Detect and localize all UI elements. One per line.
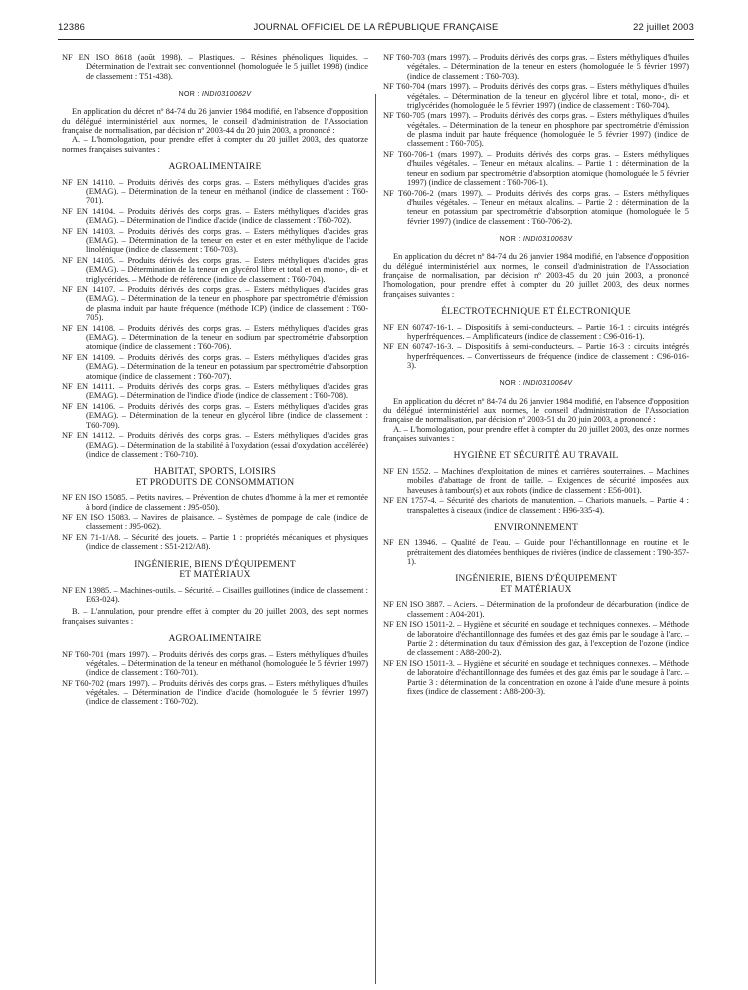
agro-annul-list (62, 650, 368, 707)
standard-entry: NF EN 13946. – Qualité de l'eau. – Guide pour l'échantillonnage en routine et le prétraitement des diatomées benthiques de rivières (indice de classement : T90-357-1). (383, 538, 689, 567)
section-title-line: INGÉNIERIE, BIENS D'ÉQUIPEMENT (455, 574, 617, 585)
header-rule (58, 39, 694, 40)
section-title-line: ET MATÉRIAUX (500, 584, 572, 595)
nor-code: INDI0310062V (201, 91, 252, 99)
nor-label: NOR : (499, 235, 523, 243)
nor-reference (62, 90, 368, 99)
hygiene-list (383, 467, 689, 515)
annul-list (383, 53, 689, 226)
nor-reference (383, 379, 689, 388)
standard-entry: NF EN 14112. – Produits dérivés des corps gras. – Esters méthyliques d'acides gras (EMAG). – Détermination de la stabilité à l'oxydation (essai d'oxydation accélérée) (indice de classement : T60-710). (62, 431, 368, 459)
standard-entry: NF EN 14106. – Produits dérivés des corps gras. – Esters méthyliques d'acides gras (EMAG). – Détermination de la teneur en glycérol libre (indice de classement : T60-709). (62, 402, 368, 430)
standard-entry: NF EN 14108. – Produits dérivés des corps gras. – Esters méthyliques d'acides gras (EMAG). – Détermination de la teneur en sodium par spectrométrie d'absorption atomique (indice de classement : T60-706). (62, 323, 368, 352)
standard-entry: NF EN ISO 8618 (août 1998). – Plastiques. – Résines phénoliques liquides. – Détermination de l'extrait sec conventionnel (homologuée le 5 juillet 1998) (indice de classement : T51-438). (62, 53, 368, 81)
page-number: 12386 (58, 21, 86, 32)
homologation-paragraph: A. – L'homologation, pour prendre effet à compter du 20 juillet 2003, des quatorze normes françaises suivantes : (62, 135, 368, 154)
section-title: HYGIÈNE ET SÉCURITÉ AU TRAVAIL (453, 451, 619, 462)
decision-paragraph: En application du décret nº 84-74 du 26 janvier 1984 modifié, en l'absence d'opposition du délégué interministériel aux normes, le conseil d'administration de l'Association française de normalisation, par décision nº 2003-45 du 20 juin 2003, a prononcé l'homologation, pour prendre effet à compter du 20 juillet 2003, des deux normes françaises suivantes : (383, 252, 689, 299)
section-title-line: INGÉNIERIE, BIENS D'ÉQUIPEMENT (134, 559, 296, 570)
standard-entry: NF EN ISO 15011-2. – Hygiène et sécurité en soudage et techniques connexes. – Méthode de laboratoire d'échantillonnage des fumées et des gaz émis par le soudage à l'arc. – Partie 2 : détermination du taux d'émission des gaz, à l'exception de l'ozone (indice de classement : A88-200-2). (383, 620, 689, 658)
habitat-list (62, 493, 368, 551)
nor-reference (383, 235, 689, 244)
section-title: ÉLECTROTECHNIQUE ET ÉLECTRONIQUE (441, 307, 631, 317)
section-title-line: HABITAT, SPORTS, LOISIRS (153, 467, 277, 478)
nor-code: INDI0310064V (522, 380, 573, 388)
standard-entry: NF EN 14103. – Produits dérivés des corps gras. – Esters méthyliques d'acides gras (EMAG). – Détermination de la teneur en ester et en ester méthylique de l'acide linolénique (indice de classement : T60-703). (62, 226, 368, 255)
standard-entry: NF T60-706-2 (mars 1997). – Produits dérivés des corps gras. – Esters méthyliques d'huiles végétales. – Teneur en métaux alcalins. – Partie 2 : détermination de la teneur en potassium par spectrométrie d'absorption atomique (homologuée le 5 février 1997) (indice de classement : T60-706-2). (383, 188, 689, 226)
standard-entry: NF T60-704 (mars 1997). – Produits dérivés des corps gras. – Esters méthyliques d'huiles végétales. – Détermination de la teneur en glycérol libre et total, mono-, di- et triglycérides (homologuée le 5 février 1997) (indice de classement : T60-704). (383, 82, 689, 110)
section-title (383, 574, 689, 595)
issue-date: 22 juillet 2003 (633, 21, 694, 32)
section-title: ENVIRONNEMENT (494, 522, 578, 533)
standard-entry: NF EN 13985. – Machines-outils. – Sécurité. – Cisailles guillotines (indice de classement : E63-024). (62, 585, 368, 605)
annulation-paragraph: B. – L'annulation, pour prendre effet à compter du 20 juillet 2003, des sept normes françaises suivantes : (62, 607, 368, 626)
column-divider (375, 94, 376, 984)
standard-entry: NF EN 60747-16-1. – Dispositifs à semi-conducteurs. – Partie 16-1 : circuits intégrés hyperfréquences. – Amplificateurs (indice de classement : C96-016-1). (383, 322, 689, 341)
journal-title: JOURNAL OFFICIEL DE LA RÉPUBLIQUE FRANÇAISE (253, 21, 499, 32)
standard-entry: NF T60-702 (mars 1997). – Produits dérivés des corps gras. – Esters méthyliques d'huiles végétales. – Détermination de l'indice d'acide (homologuée le 5 février 1997) (indice de classement : T60-702). (62, 678, 368, 707)
section-title-line: ET MATÉRIAUX (179, 570, 251, 581)
nor-code: INDI0310063V (522, 235, 573, 243)
standard-entry: NF EN 14105. – Produits dérivés des corps gras. – Esters méthyliques d'acides gras (EMAG). – Détermination de la teneur en glycérol libre et total et en mono-, di- et triglycérides. – Méthode de référence (indice de classement : T60-704). (62, 255, 368, 284)
section-title: AGROALIMENTAIRE (168, 634, 262, 645)
standard-entry: NF EN 71-1/A8. – Sécurité des jouets. – Partie 1 : propriétés mécaniques et physiques (indice de classement : S51-212/A8). (62, 533, 368, 552)
agro-list (62, 178, 368, 460)
page-header (58, 21, 694, 37)
standard-entry: NF T60-703 (mars 1997). – Produits dérivés des corps gras. – Esters méthyliques d'huiles végétales. – Détermination de la teneur en esters (homologuée le 5 février 1997) (indice de classement : T60-703). (383, 53, 689, 81)
ingenierie2-list (383, 600, 689, 696)
ingenierie-list (62, 586, 368, 605)
standard-entry: NF EN 60747-16-3. – Dispositifs à semi-conducteurs. – Partie 16-3 : circuits intégrés hyperfréquences. – Convertisseurs de fréquence (indice de classement : C96-016-3). (383, 342, 689, 371)
nor-label: NOR : (178, 91, 202, 99)
standard-entry: NF T60-701 (mars 1997). – Produits dérivés des corps gras. – Esters méthyliques d'huiles végétales. – Détermination de la teneur en méthanol (homologuée le 5 février 1997) (indice de classement : T60-701). (62, 649, 368, 678)
standard-entry: NF EN ISO 3887. – Aciers. – Détermination de la profondeur de décarburation (indice de classement : A04-201). (383, 600, 689, 619)
section-title-line: ET PRODUITS DE CONSOMMATION (135, 477, 295, 488)
standard-entry: NF EN ISO 15085. – Petits navires. – Prévention de chutes d'homme à la mer et remontée à bord (indice de classement : J95-050). (62, 493, 368, 512)
standard-entry: NF EN 14110. – Produits dérivés des corps gras. – Esters méthyliques d'acides gras (EMAG). – Détermination de la teneur en méthanol (indice de classement : T60-701). (62, 177, 368, 206)
standard-entry: NF EN 14111. – Produits dérivés des corps gras. – Esters méthyliques d'acides gras (EMAG). – Détermination de l'indice d'iode (indice de classement : T60-708). (62, 382, 368, 401)
right-column (383, 53, 689, 697)
env-list (383, 538, 689, 566)
homologation-paragraph: A. – L'homologation, pour prendre effet à compter du 20 juillet 2003, des onze normes françaises suivantes : (383, 424, 689, 444)
standard-entry: NF T60-706-1 (mars 1997). – Produits dérivés des corps gras. – Esters méthyliques d'huiles végétales. – Teneur en métaux alcalins. – Partie 1 : détermination de la teneur en sodium par spectrométrie d'absorption atomique (homologuée le 5 février 1997) (indice de classement : T60-706-1). (383, 150, 689, 188)
electro-list (383, 323, 689, 371)
decision-paragraph: En application du décret nº 84-74 du 26 janvier 1984 modifié, en l'absence d'opposition du délégué interministériel aux normes, le conseil d'administration de l'Association française de normalisation, par décision nº 2003-44 du 20 juin 2003, a prononcé : (62, 107, 368, 136)
standard-entry: NF T60-705 (mars 1997). – Produits dérivés des corps gras. – Esters méthyliques d'huiles végétales. – Détermination de la teneur en phosphore par spectrométrie d'émission de plasma induit par haute fréquence (homologuée le 5 février 1997) (indice de classement : T60-705). (383, 111, 689, 149)
decision-paragraph: En application du décret nº 84-74 du 26 janvier 1984 modifié, en l'absence d'opposition du délégué interministériel aux normes, le conseil d'administration de l'Association française de normalisation, par décision nº 2003-51 du 20 juin 2003, a prononcé : (383, 396, 689, 425)
standard-entry: NF EN 1552. – Machines d'exploitation de mines et carrières souterraines. – Machines mobiles d'abattage de front de taille. – Exigences de sécurité imposées aux haveuses à tambour(s) et aux robots (indice de classement : E56-001). (383, 466, 689, 495)
standard-entry: NF EN ISO 15083. – Navires de plaisance. – Systèmes de pompage de cale (indice de classement : J95-062). (62, 513, 368, 532)
section-title (62, 467, 368, 488)
standard-entry: NF EN 14109. – Produits dérivés des corps gras. – Esters méthyliques d'acides gras (EMAG). – Détermination de la teneur en potassium par spectrométrie d'absorption atomique (indice de classement : T60-707). (62, 352, 368, 381)
standard-entry: NF EN 1757-4. – Sécurité des chariots de manutention. – Chariots manuels. – Partie 4 : transpalettes à ciseaux (indice de classement : H96-335-4). (383, 496, 689, 515)
section-title: AGROALIMENTAIRE (168, 162, 262, 173)
nor-label: NOR : (499, 380, 523, 388)
left-column (62, 53, 368, 708)
section-title (62, 560, 368, 581)
standard-entry: NF EN 14104. – Produits dérivés des corps gras. – Esters méthyliques d'acides gras (EMAG). – Détermination de l'indice d'acide (indice de classement : T60-702). (62, 206, 368, 226)
standard-entry: NF EN 14107. – Produits dérivés des corps gras. – Esters méthyliques d'acides gras (EMAG). – Détermination de la teneur en phosphore par spectrométrie d'émission de plasma induit par haute fréquence (méthode ICP) (indice de classement : T60-705). (62, 285, 368, 323)
standard-entry: NF EN ISO 15011-3. – Hygiène et sécurité en soudage et techniques connexes. – Méthode de laboratoire d'échantillonnage des fumées et des gaz émis par le soudage à l'arc. – Partie 3 : détermination de la concentration en ozone à l'aide d'une mesure à points fixes (indice de classement : A88-200-3). (383, 658, 689, 696)
